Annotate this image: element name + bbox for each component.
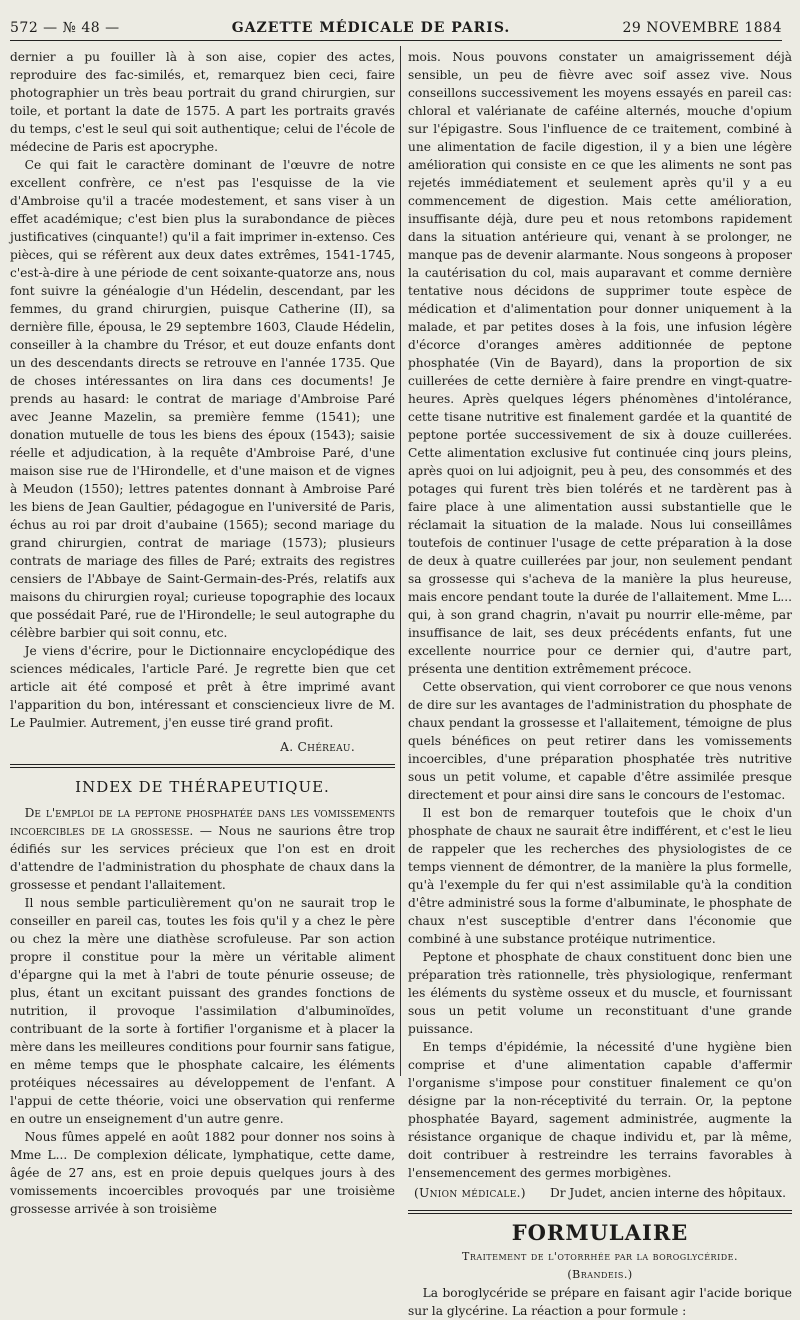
article-author: Dr Judet, ancien interne des hôpitaux. (549, 1186, 786, 1200)
formulaire-author: (Brandeis.) (567, 1268, 633, 1281)
formulaire-subtitle: Traitement de l'otorrhée par la boroglycéride. (461, 1250, 738, 1263)
paragraph: En temps d'épidémie, la nécessité d'une hygiène bien comprise et d'une alimentation capable d'affermir l'organisme s'impose pour constituer finalement ce qu'on désigne par la non-réceptivité du terrain. Or, la peptone phosphatée Bayard, sagement administrée, augmente la résistance organique de chaque individu et, par là même, doit contribuer à restreindre les terrains favorables à l'ensemencement des germes morbigènes. (408, 1040, 792, 1180)
article-lead: De l'emploi de la peptone phosphatée dans les vomissements incoercibles de la grossesse. (10, 806, 395, 838)
paragraph: La boroglycéride se prépare en faisant agir l'acide borique sur la glycérine. La réaction a pour formule : (408, 1286, 792, 1318)
issue-date: 29 NOVEMBRE 1884 (622, 20, 782, 36)
article-source-line (408, 1184, 792, 1202)
section-title: INDEX DE THÉRAPEUTIQUE. (75, 778, 330, 796)
paragraph: Je viens d'écrire, pour le Dictionnaire encyclopédique des sciences médicales, l'article Paré. Je regrette bien que cet article ait été composé et prêt à être imprimé avant l'apparition du bon, intéressant et consciencieux livre de M. Le Paulmier. Autrement, j'en eusse tiré grand profit. (10, 644, 395, 730)
article-intro (10, 804, 395, 894)
author-signature: A. Chéreau. (280, 740, 355, 754)
paragraph: Il est bon de remarquer toutefois que le choix d'un phosphate de chaux ne saurait être indifférent, et c'est le lieu de rappeler que les recherches des physiologistes de ce temps viennent de démontrer, de la manière la plus formelle, qu'à l'exemple du fer qui n'est assimilable qu'à la condition d'être administré sous la forme d'albuminate, le phosphate de chaux n'est susceptible d'entrer dans l'économie que combiné à une substance protéique nutrimentice. (408, 806, 792, 946)
paragraph: Ce qui fait le caractère dominant de l'œuvre de notre excellent confrère, ce n'est pas l'esquisse de la vie d'Ambroise qu'il a tracée modestement, et sans viser à un effet académique; c'est bien plus la surabondance de pièces justificatives (cinquante!) qu'il a fait imprimer in-extenso. Ces pièces, qui se réfèrent aux deux dates extrêmes, 1541-1745, c'est-à-dire à une période de cent soixante-quatorze ans, nous font suivre la généalogie d'un Hédelin, descendant, par les femmes, du grand chirurgien, puisque Catherine (II), sa dernière fille, épousa, le 29 septembre 1603, Claude Hédelin, conseiller à la chambre du Trésor, et eut douze enfants dont un des descendants directs se retrouve en l'année 1735. Que de choses intéressantes on lira dans ces documents! Je prends au hasard: le contrat de mariage d'Ambroise Paré avec Jeanne Mazelin, sa première femme (1541); une donation mutuelle de tous les biens des époux (1543); saisie réelle et adjudication, à la requête d'Ambroise Paré, d'une maison sise rue de l'Hirondelle, et d'une maison et de vignes à Meudon (1550); lettres patentes donnant à Ambroise Paré les biens de Jean Gaultier, pédagogue en l'université de Paris, échus au roi par droit d'aubaine (1565); second mariage du grand chirurgien, contrat de mariage (1573); plusieurs contrats de mariage des filles de Paré; extraits des registres censiers de l'Abbaye de Saint-Germain-des-Prés, relatifs aux maisons du chirurgien royal; curieuse topographie des locaux que possédait Paré, rue de l'Hirondelle; le seul autographe du célèbre barbier qui soit connu, etc. (10, 158, 395, 640)
formulaire-title: FORMULAIRE (511, 1220, 689, 1245)
paragraph: dernier a pu fouiller là à son aise, copier des actes, reproduire des fac-similés, et, remarquez bien ceci, faire photographier un très beau portrait du grand chirurgien, sur toile, et portant la date de 1575. A part les portraits gravés du temps, c'est le seul qui soit authentique; celui de l'école de médecine de Paris est apocryphe. (10, 50, 395, 154)
paragraph: mois. Nous pouvons constater un amaigrissement déjà sensible, un peu de fièvre avec soif assez vive. Nous conseillons successivement les moyens essayés en pareil cas: chloral et valérianate de caféine alternés, mouche d'opium sur l'épigastre. Sous l'influence de ce traitement, combiné à une alimentation de facile digestion, il y a bien une légère amélioration qui consiste en ce que les aliments ne sont pas rejetés immédiatement et seulement après qu'il y a eu commencement de digestion. Mais cette amélioration, insuffisante déjà, dure peu et nous retombons rapidement dans la situation antérieure qui, venant à se prolonger, ne manque pas de devenir alarmante. Nous songeons à proposer la cautérisation du col, mais auparavant et comme dernière tentative nous décidons de supprimer toute espèce de médication et d'alimentation pour donner uniquement à la malade, et par petites doses à la fois, une infusion légère d'écorce d'oranges amères additionnée de peptone phosphatée (Vin de Bayard), dans la proportion de six cuillerées de cette dernière à faire prendre en vingt-quatre-heures. Après quelques légers phénomènes d'intolérance, cette tisane nutritive est finalement gardée et la quantité de peptone portée successivement de six à douze cuillerées. Cette alimentation exclusive fut continuée cinq jours pleins, après quoi on lui adjoignit, peu à peu, des consommés et des potages qui furent très bien tolérés et ne tardèrent pas à faire place à une alimentation aussi substantielle que le réclamait la situation de la malade. Nous lui conseillâmes toutefois de continuer l'usage de cette préparation à la dose de deux à quatre cuillerées par jour, non seulement pendant sa grossesse qui s'acheva de la manière la plus heureuse, mais encore pendant toute la durée de l'allaitement. Mme L... qui, à son grand chagrin, n'avait pu nourrir elle-même, par insuffisance de lait, ses deux précédents enfants, fut une excellente nourrice pour ce dernier qui, d'autre part, présenta une dentition extrêmement précoce. (408, 50, 792, 676)
paragraph: Il nous semble particulièrement qu'on ne saurait trop le conseiller en pareil cas, toutes les fois qu'il y a chez le père ou chez la mère une diathèse scrofuleuse. Par son action propre il constitue pour la mère un véritable aliment d'épargne qui la met à l'abri de toute pénurie osseuse; de plus, étant un excitant puissant des grandes fonctions de nutrition, il provoque l'assimilation d'albuminoïdes, contribuant de la sorte à fortifier l'organisme et à placer la mère dans les meilleures conditions pour fournir sans fatigue, en même temps que le phosphate calcaire, les éléments protéiques nécessaires au développement de l'enfant. A l'appui de cette théorie, voici une observation qui renferme en outre un enseignement d'un autre genre. (10, 896, 395, 1126)
page-number: 572 — № 48 — (10, 20, 120, 36)
journal-title: GAZETTE MÉDICALE DE PARIS. (231, 20, 511, 36)
right-column (408, 48, 792, 1318)
header-rule (10, 40, 782, 41)
page-header (10, 14, 782, 42)
paragraph: Nous fûmes appelé en août 1882 pour donner nos soins à Mme L... De complexion délicate, lymphatique, cette dame, âgée de 27 ans, est en proie depuis quelques jours à des vomissements incoercibles provoqués par une troisième grossesse arrivée à son troisième (10, 1130, 395, 1216)
section-rule (10, 764, 395, 768)
section-rule (408, 1210, 792, 1214)
column-divider (400, 46, 401, 1076)
source-journal: (Union médicale.) (414, 1186, 526, 1200)
paragraph: Peptone et phosphate de chaux constituent donc bien une préparation très rationnelle, très physiologique, renfermant les éléments du système osseux et du muscle, et fournissant sous un petit volume un reconstituant d'une grande puissance. (408, 950, 792, 1036)
article-intro-text: — Nous ne saurions être trop édifiés sur les services précieux que l'on est en droit d'attendre de l'administration du phosphate de chaux dans la grossesse et pendant l'allaitement. (10, 824, 395, 892)
paragraph: Cette observation, qui vient corroborer ce que nous venons de dire sur les avantages de l'administration du phosphate de chaux pendant la grossesse et l'allaitement, témoigne de plus quels bénéfices on peut retirer dans les vomissements incoercibles, d'une préparation phosphatée très nutritive sous un petit volume, et capable d'être assimilée presque directement et pour ainsi dire sans le concours de l'estomac. (408, 680, 792, 802)
left-column (10, 48, 395, 1216)
